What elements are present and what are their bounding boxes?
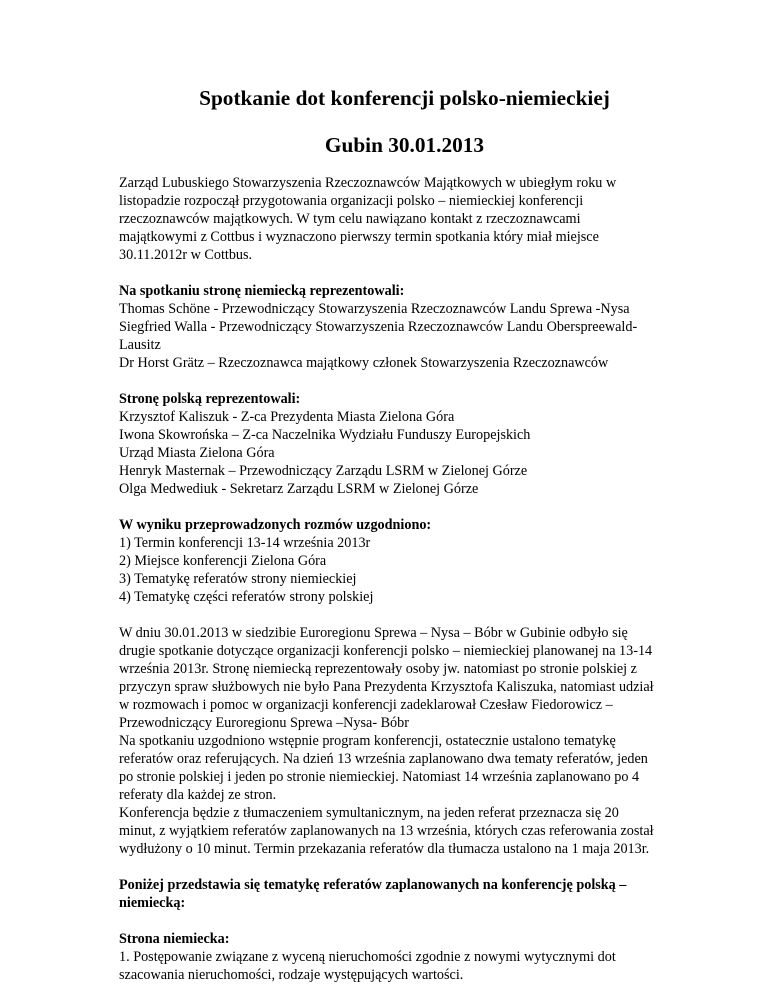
section-heading-line: Stronę polską reprezentowali: — [119, 391, 301, 407]
text-line: Iwona Skowrońska – Z-ca Naczelnika Wydziału Funduszy Europejskich — [119, 427, 531, 443]
text-line: Krzysztof Kaliszuk - Z-ca Prezydenta Miasta Zielona Góra — [119, 409, 455, 425]
text-line: Lausitz — [119, 337, 161, 353]
text-line: 1. Postępowanie związane z wyceną nieruchomości zgodnie z nowymi wytycznymi dot — [119, 949, 616, 965]
paragraph — [119, 390, 688, 498]
text-line: 30.11.2012r w Cottbus. — [119, 247, 253, 263]
section-heading-line: Na spotkaniu stronę niemiecką reprezentowali: — [119, 283, 405, 299]
text-line: po stronie polskiej i jeden po stronie niemieckiej. Natomiast 14 września zaplanowano po 4 — [119, 769, 640, 785]
text-line: W dniu 30.01.2013 w siedzibie Euroregionu Sprewa – Nysa – Bóbr w Gubinie odbyło się — [119, 625, 628, 641]
text-line: listopadzie rozpoczął przygotowania organizacji polsko – niemieckiej konferencji — [119, 193, 584, 209]
paragraph — [119, 174, 688, 264]
document-title: Spotkanie dot konferencji polsko-niemieckiej — [199, 86, 610, 110]
text-line: drugie spotkanie dotyczące organizacji konferencji polsko – niemieckiej planowanej na 13-14 — [119, 643, 653, 659]
text-line: Henryk Masternak – Przewodniczący Zarządu LSRM w Zielonej Górze — [119, 463, 528, 479]
paragraph — [119, 282, 688, 372]
text-line: minut, z wyjątkiem referatów zaplanowanych na 13 września, których czas referowania został — [119, 823, 654, 839]
text-line: Konferencja będzie z tłumaczeniem symultanicznym, na jeden referat przeznacza się 20 — [119, 805, 619, 821]
text-line: referatów oraz referujących. Na dzień 13 września zaplanowano dwa tematy referatów, jeden — [119, 751, 648, 767]
text-line: szacowania nieruchomości, rodzaje występujących wartości. — [119, 967, 464, 983]
text-line: Urząd Miasta Zielona Góra — [119, 445, 275, 461]
text-line: 4) Tematykę części referatów strony polskiej — [119, 589, 374, 605]
section-heading-line: Strona niemiecka: — [119, 931, 230, 947]
text-line: Na spotkaniu uzgodniono wstępnie program konferencji, ostatecznie ustalono tematykę — [119, 733, 616, 749]
text-line: Thomas Schöne - Przewodniczący Stowarzyszenia Rzeczoznawców Landu Sprewa -Nysa — [119, 301, 630, 317]
text-line: wydłużony o 10 minut. Termin przekazania referatów dla tłumacza ustalono na 1 maja 2013r. — [119, 841, 650, 857]
text-line: września 2013r. Stronę niemiecką reprezentowały osoby jw. natomiast po stronie polskiej z — [119, 661, 637, 677]
text-line: 1) Termin konferencji 13-14 września 2013r — [119, 535, 371, 551]
paragraph — [119, 624, 688, 858]
paragraph — [119, 876, 688, 912]
text-line: Zarząd Lubuskiego Stowarzyszenia Rzeczoznawców Majątkowych w ubiegłym roku w — [119, 175, 617, 191]
section-heading-line: W wyniku przeprowadzonych rozmów uzgodniono: — [119, 517, 432, 533]
text-line: Dr Horst Grätz – Rzeczoznawca majątkowy członek Stowarzyszenia Rzeczoznawców — [119, 355, 609, 371]
document-body — [119, 174, 688, 984]
text-line: Siegfried Walla - Przewodniczący Stowarzyszenia Rzeczoznawców Landu Oberspreewald- — [119, 319, 638, 335]
text-line: 2) Miejsce konferencji Zielona Góra — [119, 553, 327, 569]
text-line: majątkowymi z Cottbus i wyznaczono pierwszy termin spotkania który miał miejsce — [119, 229, 599, 245]
text-line: referaty dla każdej ze stron. — [119, 787, 277, 803]
section-heading-line: niemiecką: — [119, 895, 186, 911]
text-line: Olga Medwediuk - Sekretarz Zarządu LSRM w Zielonej Górze — [119, 481, 479, 497]
text-line: 3) Tematykę referatów strony niemieckiej — [119, 571, 357, 587]
section-heading-line: Poniżej przedstawia się tematykę referatów zaplanowanych na konferencję polską – — [119, 877, 627, 893]
text-line: przyczyn spraw służbowych nie było Pana Prezydenta Krzysztofa Kaliszuka, natomiast udział — [119, 679, 654, 695]
text-line: Przewodniczący Euroregionu Sprewa –Nysa- Bóbr — [119, 715, 409, 731]
paragraph — [119, 930, 688, 984]
document-subtitle: Gubin 30.01.2013 — [324, 133, 485, 157]
text-line: w rozmowach i pomoc w organizacji konferencji zadeklarował Czesław Fiedorowicz – — [119, 697, 613, 713]
text-line: rzeczoznawców majątkowych. W tym celu nawiązano kontakt z rzeczoznawcami — [119, 211, 581, 227]
paragraph — [119, 516, 688, 606]
